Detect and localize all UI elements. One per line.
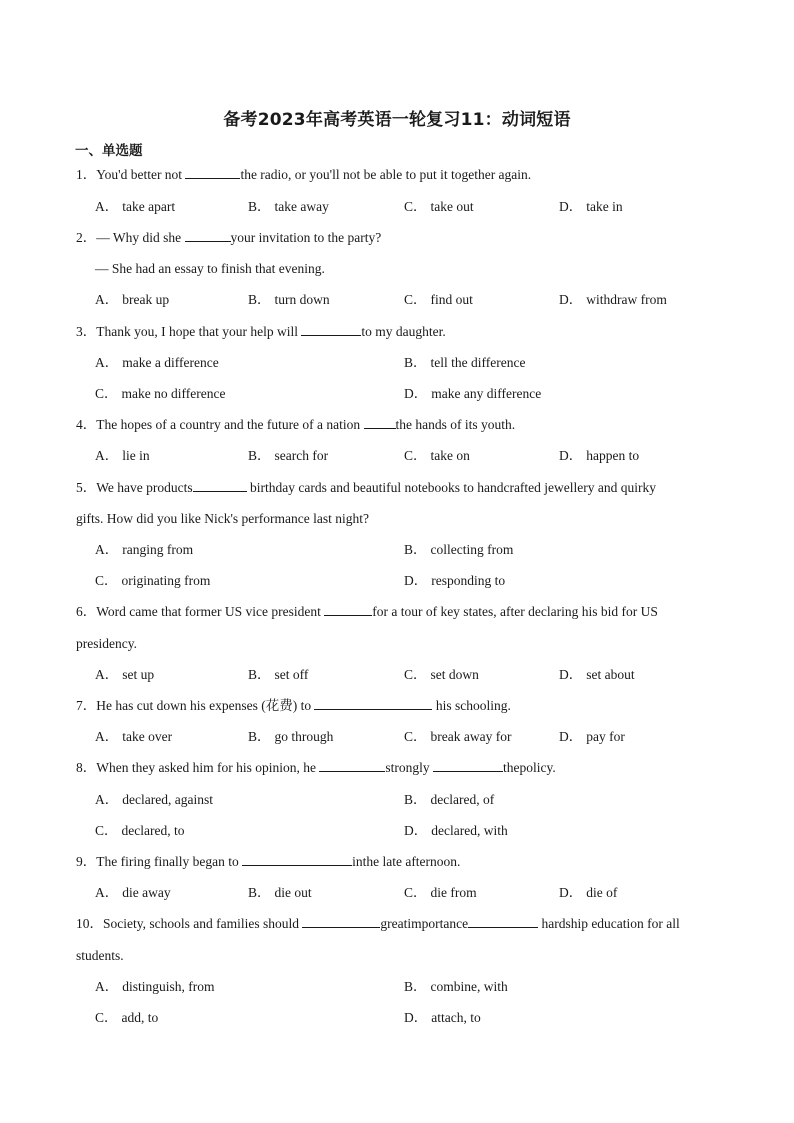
option-d[interactable]: D． pay for (559, 729, 625, 744)
answer-blank (185, 166, 240, 179)
option-a[interactable]: A． die away (95, 885, 171, 900)
question-text: Thank you, I hope that your help will (96, 324, 302, 339)
options-row (95, 884, 715, 902)
option-d[interactable]: D． withdraw from (559, 292, 667, 307)
options-row (95, 1009, 715, 1027)
question-text: Word came that former US vice president (96, 604, 325, 619)
option-d[interactable]: D． set about (559, 667, 635, 682)
question-text: The hopes of a country and the future of a nation (96, 417, 364, 432)
option-d[interactable]: D． die of (559, 885, 618, 900)
options-row (95, 541, 715, 559)
option-b[interactable]: B． take away (248, 199, 329, 214)
answer-blank (185, 229, 231, 242)
option-c[interactable]: C． find out (404, 292, 473, 307)
question-7 (76, 697, 511, 715)
question-text: the radio, or you'll not be able to put it together again. (240, 167, 532, 182)
question-5 (76, 479, 656, 497)
question-text: inthe late afternoon. (352, 854, 461, 869)
question-text: greatimportance (380, 916, 469, 931)
question-number: 7． (76, 698, 97, 713)
question-text: He has cut down his expenses (花费) to (96, 698, 315, 713)
answer-blank (302, 915, 380, 928)
question-number: 2． (76, 230, 97, 245)
question-text: your invitation to the party? (230, 230, 382, 245)
options-row (95, 791, 715, 809)
question-3 (76, 323, 446, 341)
question-number: 3． (76, 324, 97, 339)
option-b[interactable]: B． search for (248, 448, 329, 463)
options-row (95, 385, 715, 403)
question-number: 8． (76, 760, 97, 775)
question-6 (76, 603, 658, 621)
question-text: to my daughter. (361, 324, 446, 339)
question-text: We have products (96, 480, 193, 495)
question-1 (76, 166, 531, 184)
option-c[interactable]: C． break away for (404, 729, 512, 744)
question-text: When they asked him for his opinion, he (96, 760, 320, 775)
option-b[interactable]: B． go through (248, 729, 334, 744)
options-row (95, 198, 715, 216)
answer-blank (242, 853, 352, 866)
option-c[interactable]: C． take out (404, 199, 474, 214)
question-text: You'd better not (96, 167, 186, 182)
question-8 (76, 759, 556, 777)
option-c[interactable]: C． make no difference (95, 386, 226, 401)
option-b[interactable]: B． combine, with (404, 979, 508, 994)
option-d[interactable]: D． attach, to (404, 1010, 481, 1025)
question-number: 9． (76, 854, 97, 869)
option-b[interactable]: B． set off (248, 667, 309, 682)
option-c[interactable]: C． set down (404, 667, 479, 682)
question-2 (76, 229, 381, 247)
option-b[interactable]: B． collecting from (404, 542, 514, 557)
answer-blank (364, 416, 396, 429)
options-row (95, 822, 715, 840)
option-b[interactable]: B． turn down (248, 292, 330, 307)
question-text: hardship education for all (538, 916, 680, 931)
question-5-line2: gifts. How did you like Nick's performance last night? (76, 511, 369, 526)
option-c[interactable]: C． take on (404, 448, 470, 463)
answer-blank (319, 759, 385, 772)
question-10-line2: students. (76, 948, 124, 963)
question-text: thepolicy. (502, 760, 556, 775)
options-row (95, 572, 715, 590)
question-text: — Why did she (96, 230, 185, 245)
answer-blank (301, 323, 361, 336)
question-text: Society, schools and families should (103, 916, 303, 931)
question-number: 10． (76, 916, 103, 931)
option-c[interactable]: C． add, to (95, 1010, 159, 1025)
answer-blank (193, 479, 247, 492)
option-a[interactable]: A． take over (95, 729, 173, 744)
option-c[interactable]: C． die from (404, 885, 477, 900)
answer-blank (433, 759, 503, 772)
question-10 (76, 915, 680, 933)
option-a[interactable]: A． set up (95, 667, 155, 682)
answer-blank (324, 603, 372, 616)
options-row (95, 666, 715, 684)
option-a[interactable]: A． lie in (95, 448, 150, 463)
option-d[interactable]: D． declared, with (404, 823, 508, 838)
option-d[interactable]: D． make any difference (404, 386, 542, 401)
options-row (95, 728, 715, 746)
question-6-line2: presidency. (76, 636, 137, 651)
page-title: 备考2023年高考英语一轮复习11：动词短语 (223, 110, 571, 130)
options-row (95, 447, 715, 465)
question-2-line2: — She had an essay to finish that evening. (95, 261, 325, 276)
option-d[interactable]: D． happen to (559, 448, 640, 463)
options-row (95, 354, 715, 372)
question-4 (76, 416, 515, 434)
option-a[interactable]: A． distinguish, from (95, 979, 215, 994)
question-text: for a tour of key states, after declaring his bid for US (372, 604, 658, 619)
answer-blank (314, 697, 432, 710)
option-a[interactable]: A． ranging from (95, 542, 194, 557)
question-number: 4． (76, 417, 97, 432)
question-text: The firing finally began to (96, 854, 243, 869)
option-b[interactable]: B． tell the difference (404, 355, 526, 370)
question-9 (76, 853, 460, 871)
option-d[interactable]: D． responding to (404, 573, 506, 588)
question-number: 6． (76, 604, 97, 619)
answer-blank (468, 915, 538, 928)
question-number: 1． (76, 167, 97, 182)
question-number: 5． (76, 480, 97, 495)
question-text: strongly (385, 760, 433, 775)
section-heading: 一、单选题 (75, 143, 143, 159)
options-row (95, 291, 715, 309)
option-a[interactable]: A． declared, against (95, 792, 213, 807)
options-row (95, 978, 715, 996)
option-c[interactable]: C． declared, to (95, 823, 185, 838)
question-text: birthday cards and beautiful notebooks to handcrafted jewellery and quirky (246, 480, 657, 495)
option-b[interactable]: B． die out (248, 885, 312, 900)
option-a[interactable]: A． break up (95, 292, 170, 307)
question-text: his schooling. (432, 698, 511, 713)
option-a[interactable]: A． make a difference (95, 355, 219, 370)
option-b[interactable]: B． declared, of (404, 792, 495, 807)
question-text: the hands of its youth. (395, 417, 516, 432)
option-c[interactable]: C． originating from (95, 573, 211, 588)
option-a[interactable]: A． take apart (95, 199, 176, 214)
option-d[interactable]: D． take in (559, 199, 623, 214)
